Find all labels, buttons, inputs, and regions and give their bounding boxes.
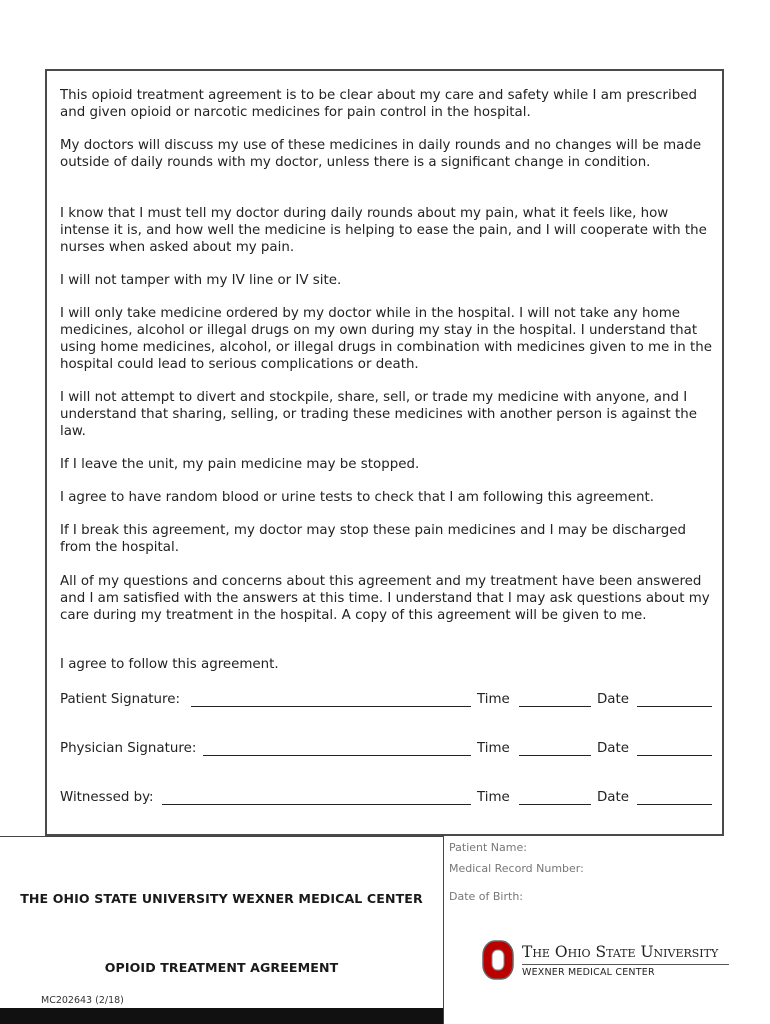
witness-time-line[interactable]: [519, 804, 591, 805]
paragraph-6: I will not attempt to divert and stockpile, share, sell, or trade my medicine with anyone, and I understand that sharing, selling, or trading these medicines with another person is against the law.: [60, 390, 697, 439]
date-label: Date: [597, 692, 630, 707]
time-label: Time: [477, 692, 510, 707]
date-of-birth-field[interactable]: Date of Birth:: [449, 890, 524, 903]
physician-time-line[interactable]: [519, 755, 591, 756]
paragraph-4: I will not tamper with my IV line or IV site.: [60, 273, 342, 288]
paragraph-7: If I leave the unit, my pain medicine may be stopped.: [60, 457, 420, 472]
time-label: Time: [477, 741, 510, 756]
paragraph-1: This opioid treatment agreement is to be clear about my care and safety while I am prescribed and given opioid or narcotic medicines for pain control in the hospital.: [60, 88, 697, 120]
patient-signature-line[interactable]: [191, 706, 471, 707]
witness-date-line[interactable]: [637, 804, 712, 805]
medical-record-number-field[interactable]: Medical Record Number:: [449, 862, 584, 875]
paragraph-10: All of my questions and concerns about this agreement and my treatment have been answered and I am satisfied with the answers at this time. I understand that I may ask questions about my care during my treatment in the hospital. A copy of this agreement will be given to me.: [60, 574, 710, 623]
form-code: MC202643 (2/18): [41, 995, 124, 1006]
form-title: OPIOID TREATMENT AGREEMENT: [104, 960, 339, 975]
physician-date-line[interactable]: [637, 755, 712, 756]
footer-divider: [0, 836, 443, 837]
date-label: Date: [597, 790, 630, 805]
institution-name: THE OHIO STATE UNIVERSITY WEXNER MEDICAL CENTER: [20, 891, 423, 906]
logo-rule: [522, 964, 729, 965]
patient-date-line[interactable]: [637, 706, 712, 707]
patient-signature-label: Patient Signature:: [60, 692, 180, 707]
witness-signature-label: Witnessed by:: [60, 790, 154, 805]
footer-vertical-divider: [443, 836, 444, 1024]
logo-line-1: The Ohio State University: [522, 943, 719, 961]
witness-signature-line[interactable]: [162, 804, 471, 805]
agreement-box: [45, 69, 724, 836]
paragraph-3: I know that I must tell my doctor during daily rounds about my pain, what it feels like, how intense it is, and how well the medicine is helping to ease the pain, and I will cooperate with the nurses when asked about my pain.: [60, 206, 707, 255]
paragraph-11: I agree to follow this agreement.: [60, 657, 279, 672]
time-label: Time: [477, 790, 510, 805]
osu-logo: [482, 940, 732, 980]
paragraph-5: I will only take medicine ordered by my doctor while in the hospital. I will not take any home medicines, alcohol or illegal drugs on my own during my stay in the hospital. I understand that using home medicines, alcohol, or illegal drugs in combination with medicines given to me in the hospital could lead to serious complications or death.: [60, 306, 712, 372]
paragraph-2: My doctors will discuss my use of these medicines in daily rounds and no changes will be made outside of daily rounds with my doctor, unless there is a significant change in condition.: [60, 138, 702, 170]
paragraph-8: I agree to have random blood or urine tests to check that I am following this agreement.: [60, 490, 654, 505]
witness-signature-row: [60, 790, 715, 810]
paragraph-9: If I break this agreement, my doctor may stop these pain medicines and I may be discharged from the hospital.: [60, 523, 686, 555]
patient-name-field[interactable]: Patient Name:: [449, 841, 527, 854]
patient-time-line[interactable]: [519, 706, 591, 707]
footer-bar: [0, 1008, 443, 1024]
logo-line-2: WEXNER MEDICAL CENTER: [522, 967, 655, 978]
physician-signature-line[interactable]: [203, 755, 471, 756]
block-o-icon: [482, 940, 516, 980]
physician-signature-row: [60, 741, 715, 761]
physician-signature-label: Physician Signature:: [60, 741, 197, 756]
patient-signature-row: [60, 692, 715, 712]
date-label: Date: [597, 741, 630, 756]
